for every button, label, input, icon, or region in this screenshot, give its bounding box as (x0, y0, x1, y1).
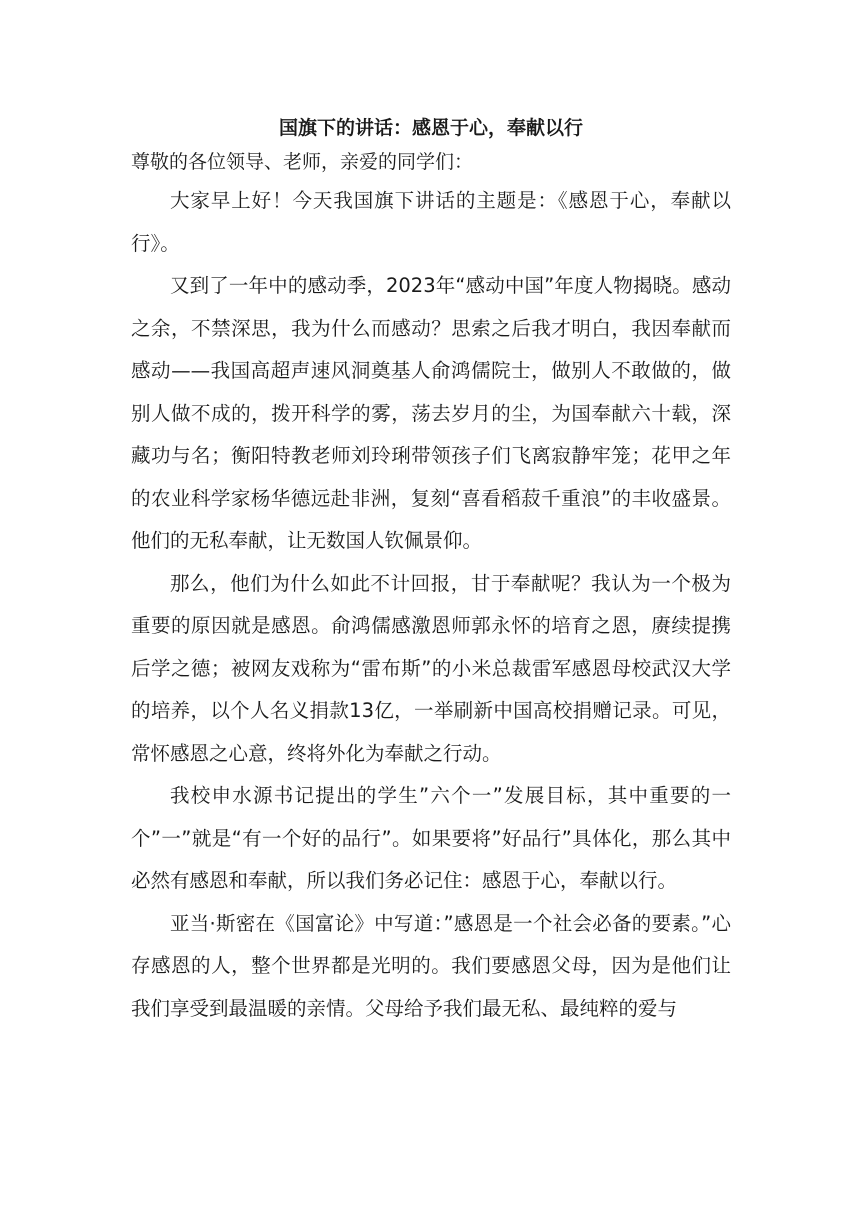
paragraph-school-goals: 我校申水源书记提出的学生”六个一”发展目标，其中重要的一个”一”就是“有一个好的品行”。如果要将”好品行”具体化，那么其中必然有感恩和奉献，所以我们务必记住：感恩于心，奉献以行。 (131, 784, 731, 892)
paragraph-greeting: 大家早上好！今天我国旗下讲话的主题是：《感恩于心，奉献以行》。 (131, 189, 731, 255)
paragraph-moved-by-dedication: 又到了一年中的感动季，2023年“感动中国”年度人物揭晓。感动之余，不禁深思，我为什么而感动？思索之后我才明白，我因奉献而感动——我国高超声速风洞奠基人俞鸿儒院士，做别人不敢做的，做别人做不成的，拨开科学的雾，荡去岁月的尘，为国奉献六十载，深藏功与名；衡阳特教老师刘玲琍带领孩子们飞离寂静牢笼；花甲之年的农业科学家杨华德远赴非洲，复刻“喜看稻菽千重浪”的丰收盛景。他们的无私奉献，让无数国人钦佩景仰。 (131, 274, 731, 552)
document-title: 国旗下的讲话：感恩于心，奉献以行 (278, 117, 583, 139)
document-body (131, 112, 731, 1030)
paragraph-wealth-of-nations: 亚当·斯密在《国富论》中写道：”感恩是一个社会必备的要素。”心存感恩的人，整个世界都是光明的。我们要感恩父母，因为是他们让我们享受到最温暖的亲情。父母给予我们最无私、最纯粹的爱与 (131, 911, 731, 1020)
paragraph-reason-gratitude: 那么，他们为什么如此不计回报，甘于奉献呢？我认为一个极为重要的原因就是感恩。俞鸿儒感激恩师郭永怀的培育之恩，赓续提携后学之德；被网友戏称为“雷布斯”的小米总裁雷军感恩母校武汉大学的培养，以个人名义捐款13亿，一举刷新中国高校捐赠记录。可见，常怀感恩之心意，终将外化为奉献之行动。 (131, 571, 731, 765)
salutation: 尊敬的各位领导、老师，亲爱的同学们： (131, 151, 474, 173)
